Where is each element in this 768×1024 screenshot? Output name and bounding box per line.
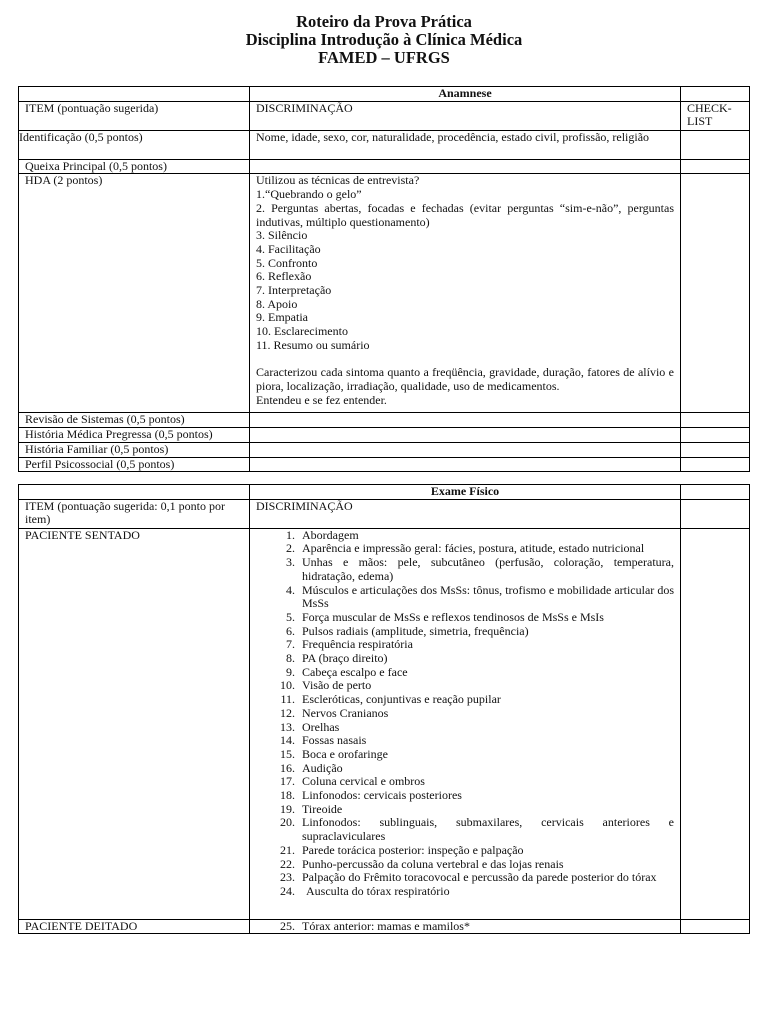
checklist-cell[interactable]	[681, 159, 750, 174]
list-item: 10. Esclarecimento	[256, 324, 348, 339]
list-item: 23. Palpação do Frêmito toracovocal e percussão da parede posterior do tórax	[280, 870, 657, 885]
empty-cell	[250, 428, 681, 443]
empty-cell	[681, 87, 750, 102]
row-item-paciente-deitado: PACIENTE DEITADO	[19, 919, 250, 934]
list-item: 6. Reflexão	[256, 269, 312, 284]
header-discriminacao: DISCRIMINAÇÃO	[250, 499, 681, 528]
row-item-identificacao: Identificação (0,5 pontos)	[19, 130, 250, 159]
list-item: 14. Fossas nasais	[280, 733, 367, 748]
row-item-perfil: Perfil Psicossocial (0,5 pontos)	[19, 457, 250, 472]
list-item: 13. Orelhas	[280, 719, 340, 734]
anamnese-header-row	[19, 101, 750, 130]
list-item: 21. Parede torácica posterior: inspeção e palpação	[280, 842, 524, 857]
checklist-cell[interactable]	[681, 919, 750, 934]
header-item: ITEM (pontuação sugerida)	[19, 101, 250, 130]
checklist-cell[interactable]	[681, 442, 750, 457]
list-item: 8. PA (braço direito)	[286, 651, 388, 666]
checklist-cell[interactable]	[681, 174, 750, 413]
empty-cell	[250, 413, 681, 428]
list-item: 3. Unhas e mãos: pele, subcutâneo (perfusão, coloração, temperatura, hidratação, edema)	[286, 555, 674, 583]
list-item: 22. Punho-percussão da coluna vertebral e das lojas renais	[280, 856, 564, 871]
list-item: 16. Audição	[280, 760, 343, 775]
empty-cell	[19, 87, 250, 102]
table-row	[19, 130, 750, 159]
row-disc-identificacao: Nome, idade, sexo, cor, naturalidade, procedência, estado civil, profissão, religião	[250, 130, 681, 159]
document-title	[0, 13, 768, 67]
row-disc-paciente-sentado	[250, 528, 681, 919]
row-item-revisao: Revisão de Sistemas (0,5 pontos)	[19, 413, 250, 428]
checklist-cell[interactable]	[681, 457, 750, 472]
list-item: 18. Linfonodos: cervicais posteriores	[280, 788, 462, 803]
list-item: 4. Facilitação	[256, 241, 321, 256]
header-item: ITEM (pontuação sugerida: 0,1 ponto por item)	[19, 499, 250, 528]
list-item: 6. Pulsos radiais (amplitude, simetria, frequência)	[286, 623, 529, 638]
row-disc-hda	[250, 174, 681, 413]
list-item: 5. Confronto	[256, 255, 318, 270]
list-item: 12. Nervos Cranianos	[280, 705, 389, 720]
list-item: 11. Escleróticas, conjuntivas e reação pupilar	[280, 692, 501, 707]
table-row	[19, 457, 750, 472]
list-item: 9. Empatia	[256, 310, 308, 325]
row-item-historia-familiar: História Familiar (0,5 pontos)	[19, 442, 250, 457]
header-discriminacao: DISCRIMINAÇÃO	[250, 101, 681, 130]
row-item-paciente-sentado: PACIENTE SENTADO	[19, 528, 250, 919]
table-row	[19, 428, 750, 443]
list-item: 8. Apoio	[256, 296, 298, 311]
table-row	[19, 528, 750, 919]
list-item: 7. Frequência respiratória	[286, 637, 413, 652]
table-row	[19, 413, 750, 428]
title-line-1: Roteiro da Prova Prática	[296, 12, 472, 31]
list-item: 2. Perguntas abertas, focadas e fechadas (evitar perguntas “sim-e-não”, perguntas indutivas, múltiplo questionamento)	[256, 200, 674, 229]
list-item: 10. Visão de perto	[280, 678, 372, 693]
list-item: 1. Abordagem	[286, 527, 359, 542]
list-item: 20. Linfonodos: sublinguais, submaxilares, cervicais anteriores e supraclaviculares	[280, 815, 674, 844]
exam-list-sentado	[256, 529, 674, 899]
row-item-historia-medica: História Médica Pregressa (0,5 pontos)	[19, 428, 250, 443]
list-item: 7. Interpretação	[256, 283, 332, 298]
header-checklist: CHECK-LIST	[681, 101, 750, 130]
exame-fisico-table	[18, 484, 750, 934]
list-item: 5. Força muscular de MsSs e reflexos tendinosos de MsSs e MsIs	[286, 609, 604, 624]
checklist-cell[interactable]	[681, 428, 750, 443]
checklist-cell[interactable]	[681, 130, 750, 159]
table-row	[19, 442, 750, 457]
empty-cell	[250, 442, 681, 457]
table-row	[19, 159, 750, 174]
list-item: 24. Ausculta do tórax respiratório	[280, 883, 450, 898]
empty-cell	[250, 159, 681, 174]
list-item: 2. Aparência e impressão geral: fácies, postura, atitude, estado nutricional	[286, 541, 645, 556]
list-item: 19. Tireoide	[280, 801, 343, 816]
list-item: 1.“Quebrando o gelo”	[256, 187, 362, 202]
table-row	[19, 919, 750, 934]
title-line-2: Disciplina Introdução à Clínica Médica	[245, 30, 523, 49]
anamnese-table	[18, 86, 750, 472]
exame-section-title: Exame Físico	[250, 485, 681, 500]
list-item: 11. Resumo ou sumário	[256, 337, 370, 352]
row-item-hda: HDA (2 pontos)	[19, 174, 250, 413]
empty-cell	[250, 457, 681, 472]
checklist-cell[interactable]	[681, 413, 750, 428]
hda-intro: Utilizou as técnicas de entrevista?	[256, 173, 420, 188]
list-item: 3. Silêncio	[256, 228, 308, 243]
anamnese-section-row	[19, 87, 750, 102]
list-item: 4. Músculos e articulações dos MsSs: tônus, trofismo e mobilidade articular dos MsSs	[286, 582, 674, 611]
table-row	[19, 174, 750, 413]
row-item-queixa: Queixa Principal (0,5 pontos)	[19, 159, 250, 174]
title-line-3: FAMED – UFRGS	[318, 48, 450, 67]
empty-cell	[19, 485, 250, 500]
hda-entendeu: Entendeu e se fez entender.	[256, 392, 387, 407]
exame-section-row	[19, 485, 750, 500]
list-item: 15. Boca e orofaringe	[280, 746, 388, 761]
empty-cell	[681, 485, 750, 500]
checklist-cell[interactable]	[681, 528, 750, 919]
list-item: 17. Coluna cervical e ombros	[280, 774, 425, 789]
empty-cell	[681, 499, 750, 528]
row-disc-paciente-deitado	[250, 919, 681, 934]
anamnese-section-title: Anamnese	[250, 87, 681, 102]
exam-list-deitado	[256, 920, 674, 934]
exame-header-row	[19, 499, 750, 528]
list-item: 25. Tórax anterior: mamas e mamilos*	[280, 918, 470, 933]
hda-sintoma: Caracterizou cada sintoma quanto a freqüência, gravidade, duração, fatores de alívio e piora, localização, irradiação, qualidade, uso de medicamentos.	[256, 365, 674, 393]
list-item: 9. Cabeça escalpo e face	[286, 664, 408, 679]
